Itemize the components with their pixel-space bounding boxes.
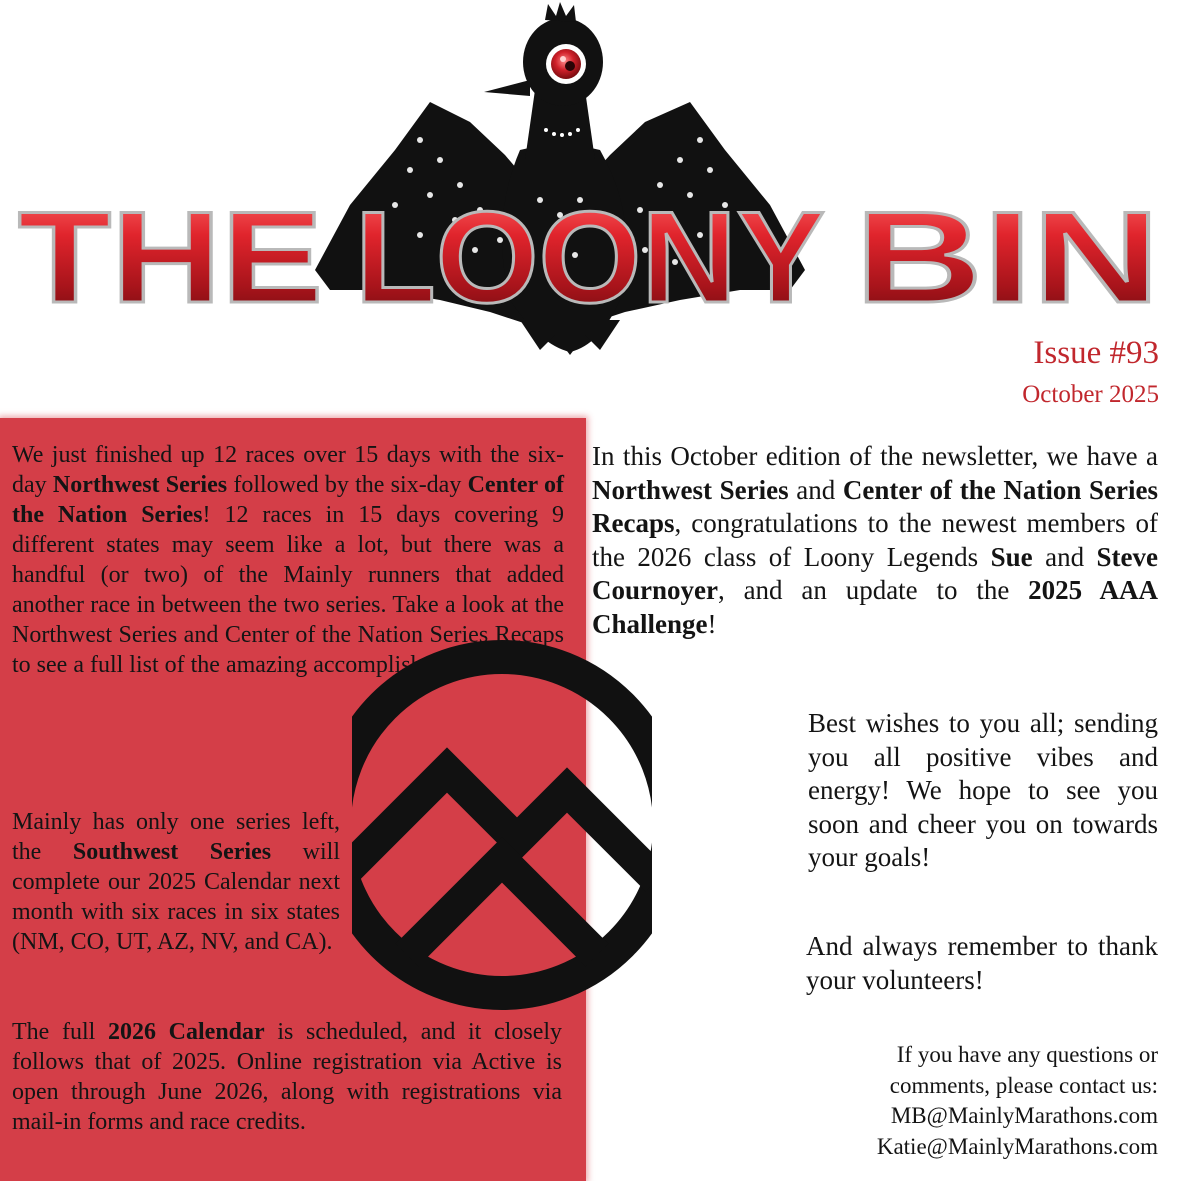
text-span: Mainly has only one series left, the xyxy=(12,809,340,865)
contact-email-mb[interactable]: MB@MainlyMarathons.com xyxy=(890,1103,1158,1128)
text-span: will complete our 2025 Calendar next month with six races in six states (NM, CO, UT, AZ, NV, and CA). xyxy=(12,839,340,955)
issue-number: Issue #93 xyxy=(1033,335,1159,371)
link-northwest-series: Northwest Series xyxy=(52,472,228,498)
text-span: and xyxy=(1032,541,1097,572)
text-span: and xyxy=(788,474,843,505)
masthead-logo xyxy=(0,0,1181,360)
mainly-marathons-logo-icon xyxy=(352,625,652,1025)
wishes-paragraph: Best wishes to you all; sending you all positive vibes and energy! We hope to see you soon and cheer you on towards your goals! xyxy=(808,708,1158,872)
issue-date: October 2025 xyxy=(1022,381,1159,408)
link-center-of-nation-recap: Center of the Nation Series Recaps xyxy=(592,474,1159,538)
title-loony: LOONY xyxy=(355,184,825,330)
link-northwest-series-recap: Northwest Series xyxy=(592,474,789,505)
title-bin: BIN xyxy=(855,184,1160,330)
text-span: The full xyxy=(12,1019,108,1045)
legend-name-steve: Steve Cournoyer xyxy=(592,541,1159,605)
legend-name-sue: Sue xyxy=(990,541,1033,572)
title-the: THE xyxy=(18,184,323,330)
issue-block xyxy=(1022,333,1159,411)
paragraph-2026-calendar xyxy=(12,1017,562,1137)
text-span: , and an update to the xyxy=(717,575,1029,605)
contact-line: If you have any questions or xyxy=(896,1042,1158,1067)
link-aaa-challenge: 2025 AAA Challenge xyxy=(592,575,1158,639)
text-span: followed by the six-day xyxy=(227,472,468,498)
text-span: ! xyxy=(707,608,717,639)
contact-block xyxy=(798,1040,1158,1162)
paragraph-southwest-series xyxy=(12,807,340,957)
text-span: ! 12 races in 15 days covering 9 different states may seem like a lot, but there was a handful (or two) of the Mainly runners that added another race in between the two series. Take a look at the Northwest Series and Center of the Nation Series Recaps to see a full list of the amazing accomplishments. xyxy=(12,502,564,678)
link-center-of-nation-series: Center of the Nation Series xyxy=(12,472,565,528)
text-span: We just finished up 12 races over 15 days with the six-day xyxy=(12,442,564,498)
contact-line: comments, please contact us: xyxy=(889,1072,1158,1098)
text-span: In this October edition of the newsletter, we have a xyxy=(592,441,1158,471)
link-southwest-series: Southwest Series xyxy=(72,839,272,865)
text-span: , congratulations to the newest members of the 2026 class of Loony Legends xyxy=(592,508,1158,572)
link-2026-calendar: 2026 Calendar xyxy=(108,1019,265,1045)
remember-paragraph: And always remember to thank your volunteers! xyxy=(806,931,1158,995)
intro-paragraph xyxy=(592,440,1158,641)
contact-email-katie[interactable]: Katie@MainlyMarathons.com xyxy=(876,1133,1158,1159)
text-span: is scheduled, and it closely follows that of 2025. Online registration via Active is open through June 2026, along with registrations via mail-in forms and race credits. xyxy=(12,1019,563,1135)
